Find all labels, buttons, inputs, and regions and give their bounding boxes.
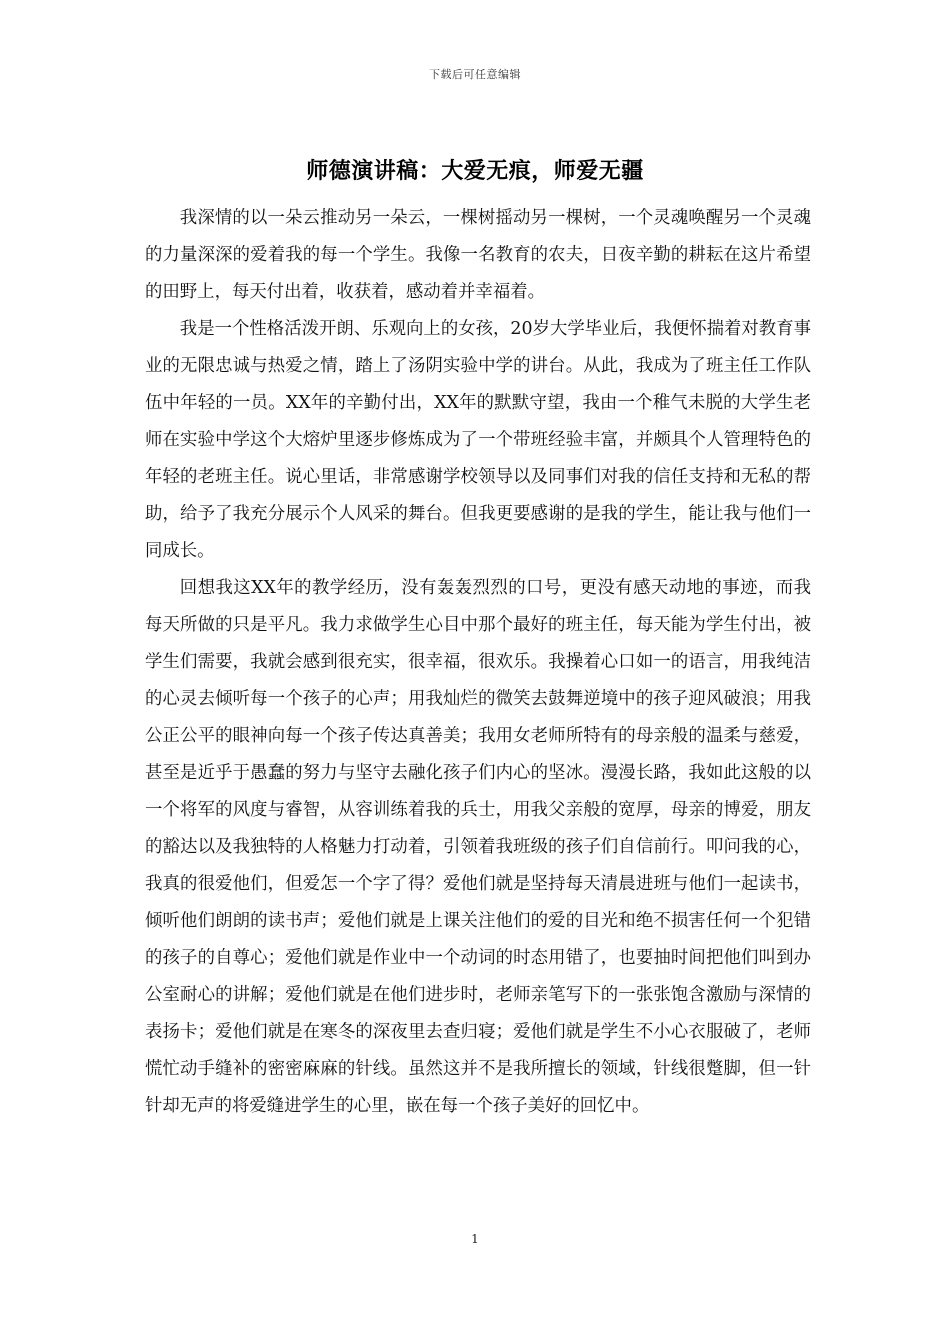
paragraph-3: 回想我这XX年的教学经历，没有轰轰烈烈的口号，更没有感天动地的事迹，而我每天所做的只是平凡。我力求做学生心目中那个最好的班主任，每天能为学生付出，被学生们需要，我就会感到很充实，很幸福，很欢乐。我操着心口如一的语言，用我纯洁的心灵去倾听每一个孩子的心声；用我灿烂的微笑去鼓舞逆境中的孩子迎风破浪；用我公正公平的眼神向每一个孩子传达真善美；我用女老师所特有的母亲般的温柔与慈爱，甚至是近乎于愚蠢的努力与坚守去融化孩子们内心的坚冰。漫漫长路，我如此这般的以一个将军的风度与睿智，从容训练着我的兵士，用我父亲般的宽厚，母亲的博爱，朋友的豁达以及我独特的人格魅力打动着，引领着我班级的孩子们自信前行。叩问我的心，我真的很爱他们，但爱怎一个字了得？爱他们就是坚持每天清晨进班与他们一起读书，倾听他们朗朗的读书声；爱他们就是上课关注他们的爱的目光和绝不损害任何一个犯错的孩子的自尊心；爱他们就是作业中一个动词的时态用错了，也要抽时间把他们叫到办公室耐心的讲解；爱他们就是在他们进步时，老师亲笔写下的一张张饱含激励与深情的表扬卡；爱他们就是在寒冬的深夜里去查归寝；爱他们就是学生不小心衣服破了，老师慌忙动手缝补的密密麻麻的针线。虽然这并不是我所擅长的领域，针线很蹩脚，但一针针却无声的将爱缝进学生的心里，嵌在每一个孩子美好的回忆中。	[145, 578, 811, 1116]
page-number: 1	[471, 1232, 479, 1246]
paragraph-1: 我深情的以一朵云推动另一朵云，一棵树摇动另一棵树，一个灵魂唤醒另一个灵魂的力量深深的爱着我的每一个学生。我像一名教育的农夫，日夜辛勤的耕耘在这片希望的田野上，每天付出着，收获着，感动着并幸福着。	[145, 208, 811, 302]
page-header: 下载后可任意编辑	[429, 68, 521, 81]
document-title: 师德演讲稿：大爱无痕，师爱无疆	[306, 158, 644, 184]
document-body	[145, 200, 811, 1125]
paragraph-2: 我是一个性格活泼开朗、乐观向上的女孩，20岁大学毕业后，我便怀揣着对教育事业的无限忠诚与热爱之情，踏上了汤阴实验中学的讲台。从此，我成为了班主任工作队伍中年轻的一员。XX年的辛勤付出，XX年的默默守望，我由一个稚气未脱的大学生老师在实验中学这个大熔炉里逐步修炼成为了一个带班经验丰富，并颇具个人管理特色的年轻的老班主任。说心里话，非常感谢学校领导以及同事们对我的信任支持和无私的帮助，给予了我充分展示个人风采的舞台。但我更要感谢的是我的学生，能让我与他们一同成长。	[145, 319, 811, 561]
